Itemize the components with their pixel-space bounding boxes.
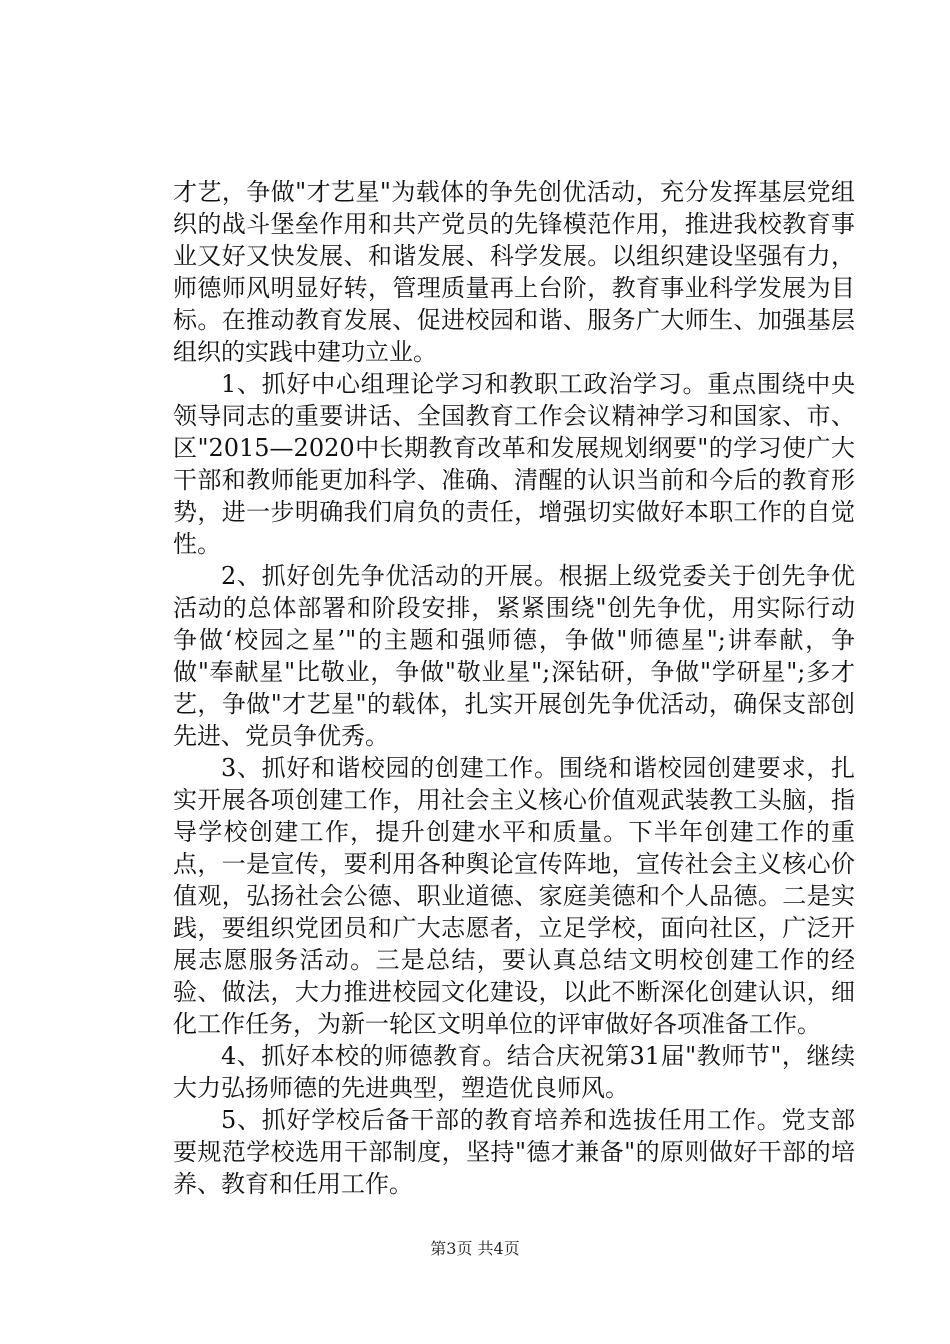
paragraph-item-1: 1、抓好中心组理论学习和教职工政治学习。重点围绕中央领导同志的重要讲话、全国教育工作会议精神学习和国家、市、区"2015—2020中长期教育改革和发展规划纲要"的学习使广大干部和教师能更加科学、准确、清醒的认识当前和今后的教育形势，进一步明确我们肩负的责任，增强切实做好本职工作的自觉性。 <box>173 370 855 558</box>
document-body <box>173 176 855 1200</box>
page-footer: 第3页 共4页 <box>430 1239 520 1258</box>
paragraph-continuation: 才艺，争做"才艺星"为载体的争先创优活动，充分发挥基层党组织的战斗堡垒作用和共产党员的先锋模范作用，推进我校教育事业又好又快发展、和谐发展、科学发展。以组织建设坚强有力，师德师风明显好转，管理质量再上台阶，教育事业科学发展为目标。在推动教育发展、促进校园和谐、服务广大师生、加强基层组织的实践中建功立业。 <box>173 178 855 366</box>
paragraph-item-3: 3、抓好和谐校园的创建工作。围绕和谐校园创建要求，扎实开展各项创建工作，用社会主义核心价值观武装教工头脑，指导学校创建工作，提升创建水平和质量。下半年创建工作的重点，一是宣传，要利用各种舆论宣传阵地，宣传社会主义核心价值观，弘扬社会公德、职业道德、家庭美德和个人品德。二是实践，要组织党团员和广大志愿者，立足学校，面向社区，广泛开展志愿服务活动。三是总结，要认真总结文明校创建工作的经验、做法，大力推进校园文化建设，以此不断深化创建认识，细化工作任务，为新一轮区文明单位的评审做好各项准备工作。 <box>173 754 855 1038</box>
paragraph-item-2: 2、抓好创先争优活动的开展。根据上级党委关于创先争优活动的总体部署和阶段安排，紧紧围绕"创先争优，用实际行动争做‘校园之星’"的主题和强师德，争做"师德星";讲奉献，争做"奉献星"比敬业，争做"敬业星";深钻研，争做"学研星";多才艺，争做"才艺星"的载体，扎实开展创先争优活动，确保支部创先进、党员争优秀。 <box>173 562 855 750</box>
paragraph-item-4: 4、抓好本校的师德教育。结合庆祝第31届"教师节"，继续大力弘扬师德的先进典型，塑造优良师风。 <box>173 1042 855 1102</box>
paragraph-item-5: 5、抓好学校后备干部的教育培养和选拔任用工作。党支部要规范学校选用干部制度，坚持"德才兼备"的原则做好干部的培养、教育和任用工作。 <box>173 1106 855 1198</box>
